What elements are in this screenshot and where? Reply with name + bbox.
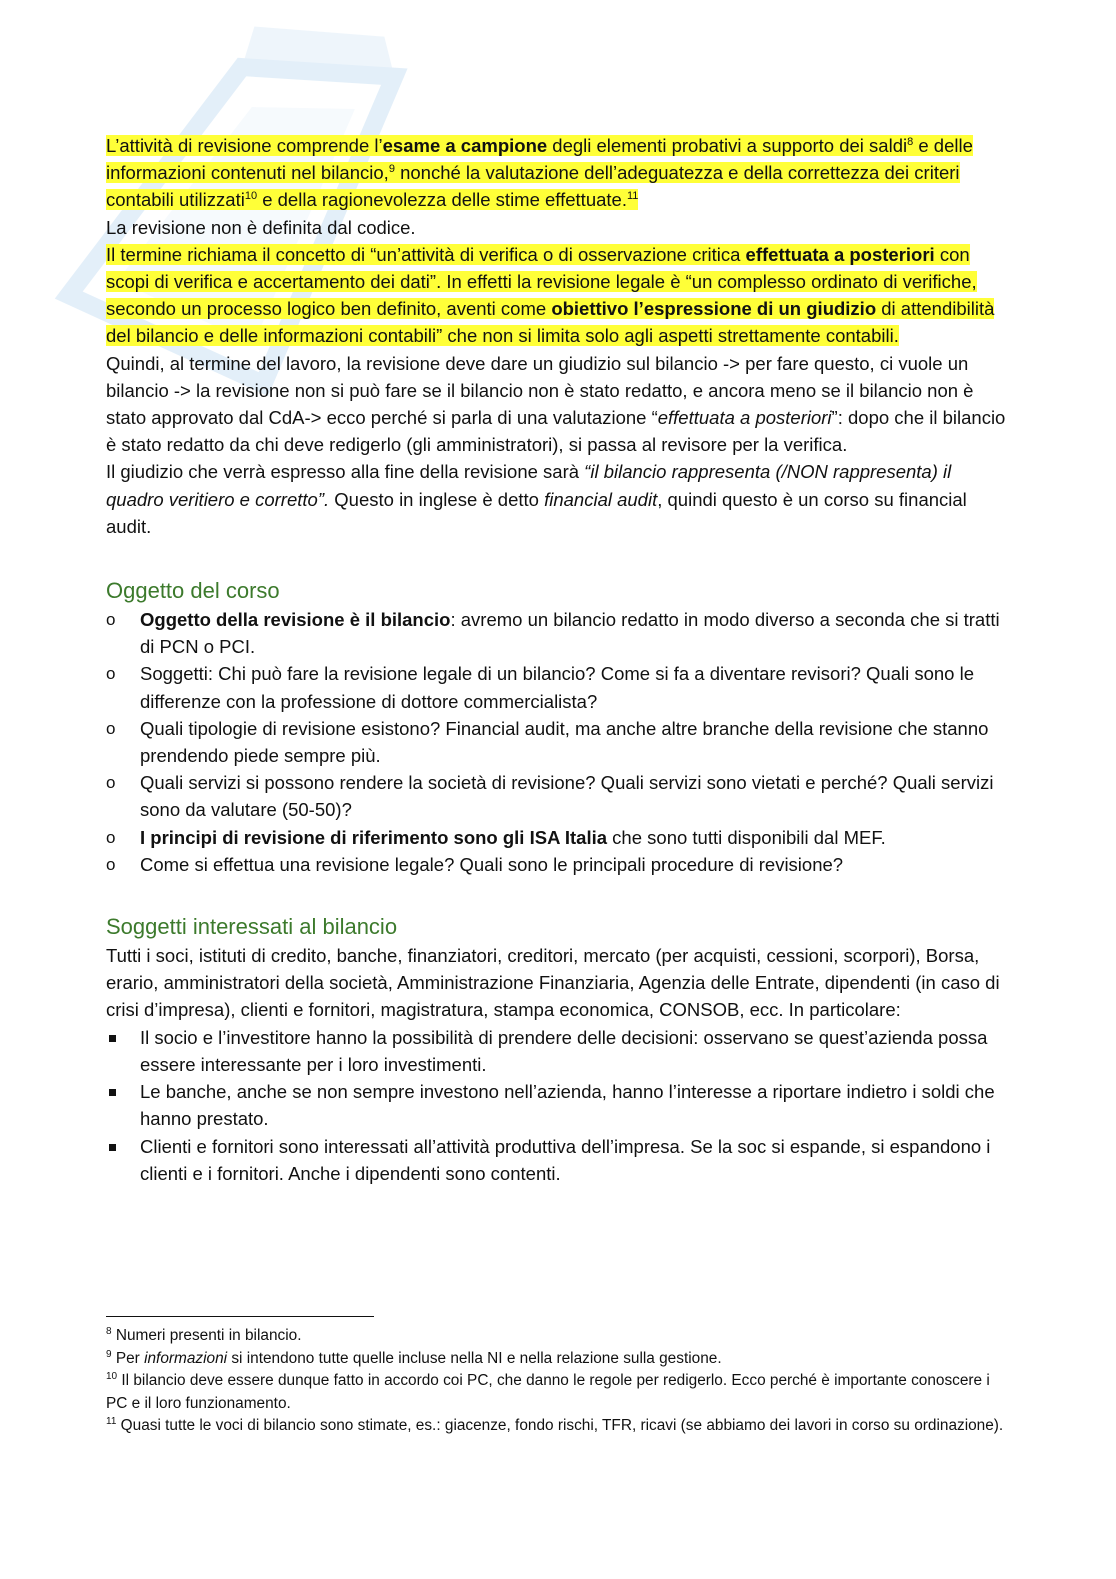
- list-item: Le banche, anche se non sempre investono nell’azienda, hanno l’interesse a riportare indietro i soldi che hanno prestato.: [106, 1078, 1006, 1132]
- list-item: o Soggetti: Chi può fare la revisione legale di un bilancio? Come si fa a diventare revisori? Quali sono le differenze con la professione di dottore commercialista?: [106, 660, 1006, 714]
- footnotes: [106, 1325, 1006, 1438]
- paragraph-term-definition: Il termine richiama il concetto di “un’attività di verifica o di osservazione critica effettuata a posteriori con scopi di verifica e accertamento dei dati”. In effetti la revisione legale è “un complesso ordinato di verifiche, secondo un processo logico ben definito, aventi come obiettivo l’espressione di un giudizio di attendibilità del bilancio e delle informazioni contabili” che non si limita solo agli aspetti strettamente contabili.: [106, 243, 995, 347]
- bullet-circle: o: [106, 773, 116, 793]
- bullet-circle: o: [106, 664, 116, 684]
- paragraph-judgement: Quindi, al termine del lavoro, la revisione deve dare un giudizio sul bilancio -> per fare questo, ci vuole un bilancio -> la revisione non si può fare se il bilancio non è stato redatto, e ancora meno se il bilancio non è stato approvato dal CdA-> ecco perché si parla di una valutazione “effettuata a posteriori”: dopo che il bilancio è stato redatto da chi deve redigerlo (gli amministratori), si passa al revisore per la verifica.: [106, 352, 1006, 456]
- bullet-square: [109, 1089, 116, 1096]
- footnote-ref-10: 10: [244, 190, 258, 203]
- bullet-square: [109, 1035, 116, 1042]
- list-item: o Come si effettua una revisione legale? Quali sono le principali procedure di revisione?: [106, 851, 1006, 878]
- heading-stakeholders: Soggetti interessati al bilancio: [106, 914, 398, 940]
- footnote-9: $^9$ Per informazioni si intendono tutte quelle incluse nella NI e nella relazione sulla gestione.: [106, 1348, 722, 1367]
- footnote-ref-9: 9: [388, 163, 395, 176]
- bullet-circle: o: [106, 718, 116, 738]
- paragraph-stakeholders-intro: Tutti i soci, istituti di credito, banche, finanziatori, creditori, mercato (per acquisti, cessioni, scorpori), Borsa, erario, amministratori della società, Amministrazione Finanziaria, Agenzia delle Entrate, dipendenti (in caso di crisi d’impresa), clienti e fornitori, magistratura, stampa economica, CONSOB, ecc. In particolare:: [106, 945, 1000, 1021]
- course-object-list: [106, 606, 1006, 878]
- emphasis-sample-exam: esame a campione: [382, 135, 548, 156]
- heading-course-object: Oggetto del corso: [106, 578, 280, 604]
- list-item: o Quali servizi si possono rendere la società di revisione? Quali servizi sono vietati e perché? Quali servizi sono da valutare (50-50)?: [106, 769, 1006, 823]
- paragraph-revision-scope: L’attività di revisione comprende l’esame a campione degli elementi probativi a supporto dei saldi$^8$ e delle informazioni contenuti nel bilancio,$^9$ nonché la valutazione dell’adeguatezza e della correttezza dei criteri contabili utilizzati$^{10}$ e della ragionevolezza delle stime effettuate.$^{11}$: [106, 135, 973, 211]
- list-item: Il socio e l’investitore hanno la possibilità di prendere delle decisioni: osservano se quest’azienda possa essere interessante per i loro investimenti.: [106, 1024, 1006, 1078]
- footnote-separator: [106, 1316, 374, 1317]
- paragraph-not-defined: La revisione non è definita dal codice.: [106, 216, 416, 238]
- footnote-11: $^{11}$ Quasi tutte le voci di bilancio sono stimate, es.: giacenze, fondo rischi, TFR, ricavi (se abbiamo dei lavori in corso su ordinazione).: [106, 1416, 1004, 1435]
- list-item: o I principi di revisione di riferimento sono gli ISA Italia che sono tutti disponibili dal MEF.: [106, 824, 1006, 851]
- list-item: o Oggetto della revisione è il bilancio: avremo un bilancio redatto in modo diverso a seconda che si tratti di PCN o PCI.: [106, 606, 1006, 660]
- bullet-square: [109, 1144, 116, 1151]
- footnote-ref-11: 11: [626, 190, 639, 203]
- footnote-ref-8: 8: [907, 135, 914, 148]
- bullet-circle: o: [106, 854, 116, 874]
- footnote-10: $^{10}$ Il bilancio deve essere dunque fatto in accordo coi PC, che danno le regole per redigerlo. Ecco perché è importante conoscere i PC e il loro funzionamento.: [106, 1371, 990, 1412]
- stakeholders-list: [106, 1024, 1006, 1187]
- footnote-8: $^8$ Numeri presenti in bilancio.: [106, 1325, 302, 1344]
- bullet-circle: o: [106, 827, 116, 847]
- document-page: [106, 132, 1006, 1187]
- paragraph-financial-audit: Il giudizio che verrà espresso alla fine della revisione sarà “il bilancio rappresenta (/NON rappresenta) il quadro veritiero e corretto”. Questo in inglese è detto financial audit, quindi questo è un corso su financial audit.: [106, 461, 967, 537]
- list-item: o Quali tipologie di revisione esistono? Financial audit, ma anche altre branche della revisione che stanno prendendo piede sempre più.: [106, 715, 1006, 769]
- bullet-circle: o: [106, 610, 116, 630]
- list-item: Clienti e fornitori sono interessati all’attività produttiva dell’impresa. Se la soc si espande, si espandono i clienti e i fornitori. Anche i dipendenti sono contenti.: [106, 1133, 1006, 1187]
